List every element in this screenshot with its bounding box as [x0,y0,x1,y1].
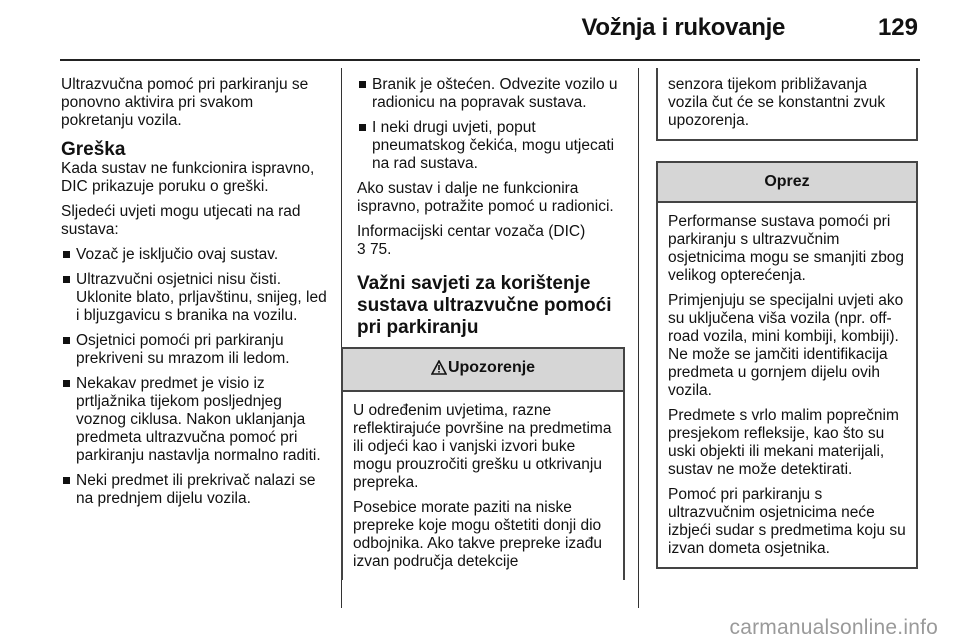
warning-box-continued [656,68,918,141]
dic-reference [357,223,627,259]
column-3 [656,76,918,569]
page-number: 129 [877,14,918,41]
conditions-list-continued [357,76,627,173]
warning-triangle-icon [431,360,447,380]
page-header-title: Vožnja i rukovanje [581,14,785,41]
warning-paragraph: U određenim uvjetima, razne reflektirajuće površine na predmetima ili odjeći kao i vanjski izvori buke mogu prouzročiti grešku u otkrivanju prepreka. [353,402,612,491]
tips-heading: Važni savjeti za korištenje sustava ultrazvučne pomoći pri parkiranju [357,273,612,338]
list-item: Osjetnici pomoći pri parkiranju prekriveni su mrazom ili ledom. [61,332,329,368]
caution-box-body [658,203,916,567]
list-item: Neki predmet ili prekrivač nalazi se na prednjem dijelu vozila. [61,472,329,508]
column-1 [61,76,329,515]
list-item: Ultrazvučni osjetnici nisu čisti. Uklonite blato, prljavštinu, snijeg, led i bljuzgavicu s branika na vozilu. [61,271,329,325]
warning-paragraph: Posebice morate paziti na niske prepreke koje mogu oštetiti donji dio odbojnika. Ako takve prepreke izađu izvan područja detekcije [353,499,603,570]
caution-paragraph: Performanse sustava pomoći pri parkiranju s ultrazvučnim osjetnicima mogu se smanjiti zbog velikog opterećenja. [668,213,905,284]
column-2 [353,76,627,580]
caution-paragraph: Predmete s vrlo malim poprečnim presjekom refleksije, kao što su uski objekti ili mekani materijali, sustav ne može detektirati. [668,407,899,478]
caution-paragraph: Pomoć pri parkiranju s ultrazvučnim osjetnicima neće izbjeći sudar s predmetima koju su izvan dometa osjetnika. [668,486,906,557]
conditions-intro: Sljedeći uvjeti mogu utjecati na rad sustava: [61,203,301,238]
conditions-list [61,246,329,508]
header-rule [60,59,920,61]
intro-paragraph: Ultrazvučna pomoć pri parkiranju se ponovno aktivira pri svakom pokretanju vozila. [61,76,309,129]
list-item: I neki drugi uvjeti, poput pneumatskog čekića, mogu utjecati na rad sustava. [357,119,627,173]
list-item: Vozač je isključio ovaj sustav. [61,246,329,264]
if-persists-paragraph: Ako sustav i dalje ne funkcionira ispravno, potražite pomoć u radionici. [357,180,614,215]
caution-box [656,161,918,569]
dic-reference-text: Informacijski centar vozača (DIC) [357,223,586,240]
reference-page: 75. [369,241,392,258]
list-item: Nekakav predmet je visio iz prtljažnika tijekom posljednjeg voznog ciklusa. Nakon uklanjanja predmeta ultrazvučna pomoć pri parkiranju nastavlja normalno raditi. [61,375,329,465]
column-divider [638,68,639,608]
list-item: Branik je oštećen. Odvezite vozilo u radionicu na popravak sustava. [357,76,627,112]
warning-box [341,347,625,580]
error-paragraph: Kada sustav ne funkcionira ispravno, DIC prikazuje poruku o greški. [61,160,315,195]
caution-paragraph: Primjenjuju se specijalni uvjeti ako su uključena viša vozila (npr. off-road vozila, mini kombiji, kombiji). Ne može se jamčiti identifikacija predmeta u gornjem dijelu ovih vozila. [668,292,904,399]
reference-arrow-icon: 3 [357,241,366,258]
warning-box-body [343,392,623,580]
error-heading: Greška [61,139,126,160]
caution-box-header [658,161,916,203]
warning-continued-text: senzora tijekom približavanja vozila čut će se konstantni zvuk upozorenja. [668,76,886,129]
warning-box-header [343,347,623,392]
warning-title: Upozorenje [447,359,536,376]
page-reference-link[interactable] [357,241,392,258]
caution-title: Oprez [764,173,810,190]
watermark: carmanualsonline.info [729,616,938,639]
